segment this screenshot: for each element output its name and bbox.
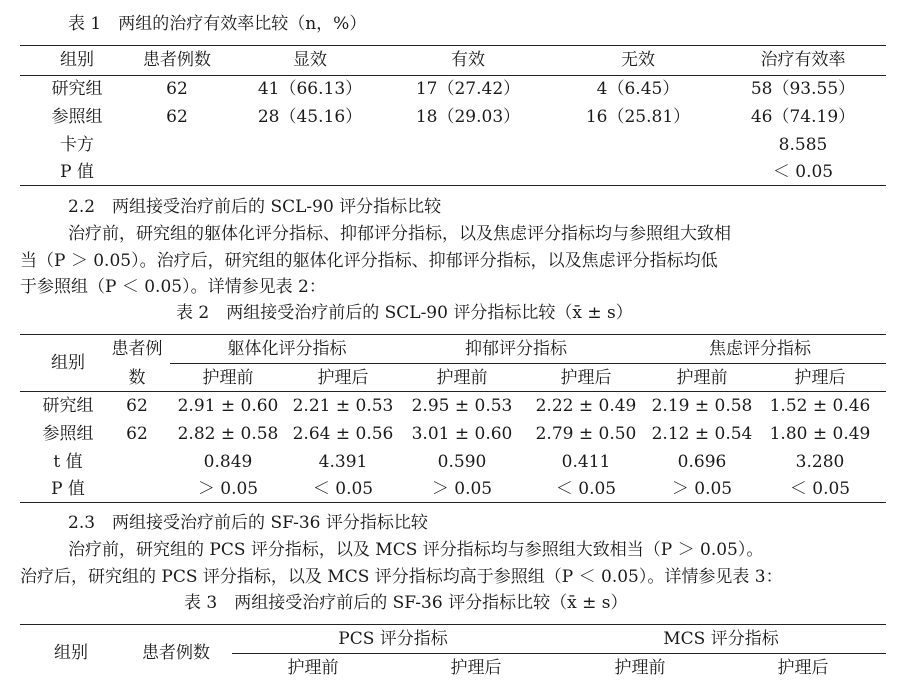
table2-bottom-rule [20, 502, 886, 503]
table3-sub: 护理前 [614, 658, 666, 678]
table2-header-group: 组别 [51, 353, 85, 373]
table2-cell: 参照组 [42, 424, 94, 444]
table1-cell: 28（45.16） [257, 107, 363, 127]
table2-sub: 护理前 [436, 368, 488, 388]
table2-header-rule [20, 391, 886, 392]
table2-top-rule [20, 334, 886, 335]
table2-cell: 2.64 ± 0.56 [292, 424, 394, 444]
table3-top-rule [20, 624, 886, 625]
table2-cell: P 值 [51, 479, 85, 499]
section-heading-2-3: 2.3 两组接受治疗前后的 SF-36 评分指标比较 [68, 513, 428, 533]
table3-sub: 护理前 [287, 658, 339, 678]
table2-cell: 62 [126, 424, 148, 444]
table2-cell: 2.79 ± 0.50 [535, 424, 637, 444]
table1-caption: 表 1 两组的治疗有效率比较（n，%） [68, 14, 367, 34]
table2-cell: ＜ 0.05 [555, 479, 617, 499]
paragraph-line: 治疗前，研究组的躯体化评分指标、抑郁评分指标，以及焦虑评分指标均与参照组大致相 [68, 224, 731, 244]
table1-bottom-rule [20, 185, 886, 186]
table1-header-count: 患者例数 [143, 50, 211, 70]
table1-header-marked: 显效 [293, 50, 327, 70]
table2-sub: 护理前 [676, 368, 728, 388]
table3-group-mcs: MCS 评分指标 [663, 629, 779, 649]
table1-header-rule [20, 75, 886, 76]
table2-cell: 3.01 ± 0.60 [411, 424, 513, 444]
table1-cell: 4（6.45） [596, 79, 680, 99]
table1-cell: 17（27.42） [415, 79, 521, 99]
table1-chi-label: 卡方 [60, 135, 94, 155]
table3-sub: 护理后 [450, 658, 502, 678]
table1-cell: 研究组 [51, 79, 103, 99]
paragraph-line: 当（P ＞ 0.05）。治疗后，研究组的躯体化评分指标、抑郁评分指标，以及焦虑评分指标均低 [20, 251, 718, 271]
table2-cell: ＜ 0.05 [789, 479, 851, 499]
table2-cell: ＜ 0.05 [312, 479, 374, 499]
paragraph-line: 于参照组（P ＜ 0.05）。详情参见表 2： [20, 277, 326, 297]
table1-cell: 参照组 [51, 107, 103, 127]
table2-sub: 护理后 [794, 368, 846, 388]
table1-cell: 18（29.03） [415, 107, 521, 127]
table2-cell: 2.21 ± 0.53 [292, 396, 394, 416]
table3-header-group: 组别 [54, 643, 88, 663]
table2-header-count-2: 数 [128, 368, 146, 388]
table2-cell: 0.411 [561, 452, 611, 472]
table1-cell: 41（66.13） [257, 79, 363, 99]
table2-cell: 1.52 ± 0.46 [769, 396, 871, 416]
table2-group-anxiety: 焦虑评分指标 [709, 339, 811, 359]
table2-cell: 0.590 [437, 452, 487, 472]
table1-chi-value: 8.585 [778, 135, 828, 155]
table3-subheader-rule [232, 653, 886, 654]
table2-cell: 2.82 ± 0.58 [177, 424, 279, 444]
table2-cell: ＞ 0.05 [671, 479, 733, 499]
table3-header-count: 患者例数 [142, 643, 210, 663]
table2-cell: 研究组 [42, 396, 94, 416]
table2-cell: 2.22 ± 0.49 [535, 396, 637, 416]
table2-sub: 护理后 [317, 368, 369, 388]
table1-cell: 62 [166, 79, 188, 99]
table1-header-rate: 治疗有效率 [760, 50, 846, 70]
table2-header-count-1: 患者例 [111, 339, 163, 359]
table1-cell: 16（25.81） [585, 107, 691, 127]
table1-cell: 62 [166, 107, 188, 127]
table2-group-depression: 抑郁评分指标 [465, 339, 567, 359]
table2-subheader-rule [170, 363, 886, 364]
table2-sub: 护理后 [560, 368, 612, 388]
table2-cell: 4.391 [318, 452, 368, 472]
table1-cell: 58（93.55） [750, 79, 856, 99]
table2-cell: ＞ 0.05 [431, 479, 493, 499]
table2-cell: 2.95 ± 0.53 [411, 396, 513, 416]
table1-p-value: ＜ 0.05 [772, 162, 834, 182]
table1-header-ineffective: 无效 [621, 50, 655, 70]
table2-cell: 3.280 [795, 452, 845, 472]
table2-caption: 表 2 两组接受治疗前后的 SCL-90 评分指标比较（x̄ ± s） [176, 303, 633, 323]
table2-cell: 1.80 ± 0.49 [769, 424, 871, 444]
table1-cell: 46（74.19） [750, 107, 856, 127]
table3-group-pcs: PCS 评分指标 [338, 629, 448, 649]
table1-p-label: P 值 [60, 162, 94, 182]
table2-cell: 2.91 ± 0.60 [177, 396, 279, 416]
table1-header-group: 组别 [60, 50, 94, 70]
table2-cell: 2.12 ± 0.54 [651, 424, 753, 444]
section-heading-2-2: 2.2 两组接受治疗前后的 SCL-90 评分指标比较 [68, 197, 442, 217]
table3-caption: 表 3 两组接受治疗前后的 SF-36 评分指标比较（x̄ ± s） [184, 593, 628, 613]
table2-cell: 2.19 ± 0.58 [651, 396, 753, 416]
paragraph-line: 治疗后，研究组的 PCS 评分指标，以及 MCS 评分指标均高于参照组（P ＜ 0.05）。详情参见表 3： [20, 567, 783, 587]
table1-top-rule [20, 45, 886, 46]
table2-cell: 62 [126, 396, 148, 416]
table2-group-somatization: 躯体化评分指标 [227, 339, 347, 359]
table2-cell: 0.849 [203, 452, 253, 472]
table2-cell: 0.696 [677, 452, 727, 472]
table3-sub: 护理后 [777, 658, 829, 678]
paragraph-line: 治疗前，研究组的 PCS 评分指标，以及 MCS 评分指标均与参照组大致相当（P ＞ 0.05）。 [68, 540, 764, 560]
table1-header-effective: 有效 [451, 50, 485, 70]
table2-sub: 护理前 [202, 368, 254, 388]
table2-cell: t 值 [53, 452, 83, 472]
table2-cell: ＞ 0.05 [197, 479, 259, 499]
